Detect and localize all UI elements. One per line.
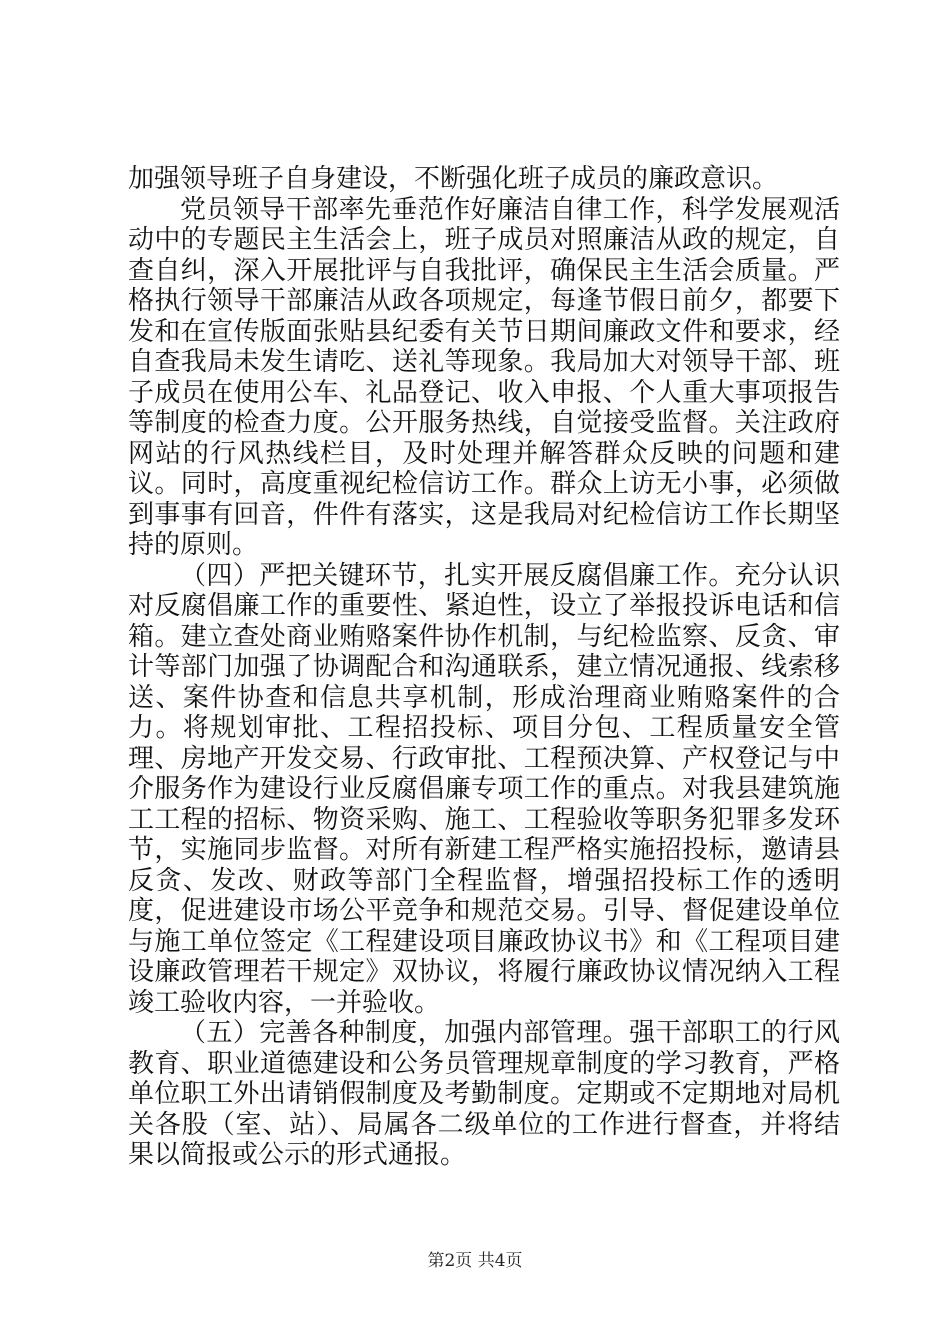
paragraph-section-five: （五）完善各种制度，加强内部管理。强干部职工的行风教育、职业道德建设和公务员管理规章制度的学习教育，严格单位职工外出请销假制度及考勤制度。定期或不定期地对局机关各股（室、站）、局属各二级单位的工作进行督查，并将结果以简报或公示的形式通报。 bbox=[128, 1018, 840, 1170]
page-number-footer: 第2页 共4页 bbox=[427, 1251, 523, 1271]
document-body bbox=[128, 164, 840, 1171]
paragraph-continuation: 加强领导班子自身建设，不断强化班子成员的廉政意识。 bbox=[128, 164, 779, 194]
paragraph-self-discipline: 党员领导干部率先垂范作好廉洁自律工作，科学发展观活动中的专题民主生活会上，班子成员对照廉洁从政的规定，自查自纠，深入开展批评与自我批评，确保民主生活会质量。严格执行领导干部廉洁从政各项规定，每逢节假日前夕，都要下发和在宣传版面张贴县纪委有关节日期间廉政文件和要求，经自查我局未发生请吃、送礼等现象。我局加大对领导干部、班子成员在使用公车、礼品登记、收入申报、个人重大事项报告等制度的检查力度。公开服务热线，自觉接受监督。关注政府网站的行风热线栏目，及时处理并解答群众反映的问题和建议。同时，高度重视纪检信访工作。群众上访无小事，必须做到事事有回音，件件有落实，这是我局对纪检信访工作长期坚持的原则。 bbox=[128, 194, 840, 560]
paragraph-section-four: （四）严把关键环节，扎实开展反腐倡廉工作。充分认识对反腐倡廉工作的重要性、紧迫性，设立了举报投诉电话和信箱。建立查处商业贿赂案件协作机制，与纪检监察、反贪、审计等部门加强了协调配合和沟通联系，建立情况通报、线索移送、案件协查和信息共享机制，形成治理商业贿赂案件的合力。将规划审批、工程招投标、项目分包、工程质量安全管理、房地产开发交易、行政审批、工程预决算、产权登记与中介服务作为建设行业反腐倡廉专项工作的重点。对我县建筑施工工程的招标、物资采购、施工、工程验收等职务犯罪多发环节，实施同步监督。对所有新建工程严格实施招投标，邀请县反贪、发改、财政等部门全程监督，增强招投标工作的透明度，促进建设市场公平竞争和规范交易。引导、督促建设单位与施工单位签定《工程建设项目廉政协议书》和《工程项目建设廉政管理若干规定》双协议，将履行廉政协议情况纳入工程竣工验收内容，一并验收。 bbox=[128, 560, 840, 1018]
